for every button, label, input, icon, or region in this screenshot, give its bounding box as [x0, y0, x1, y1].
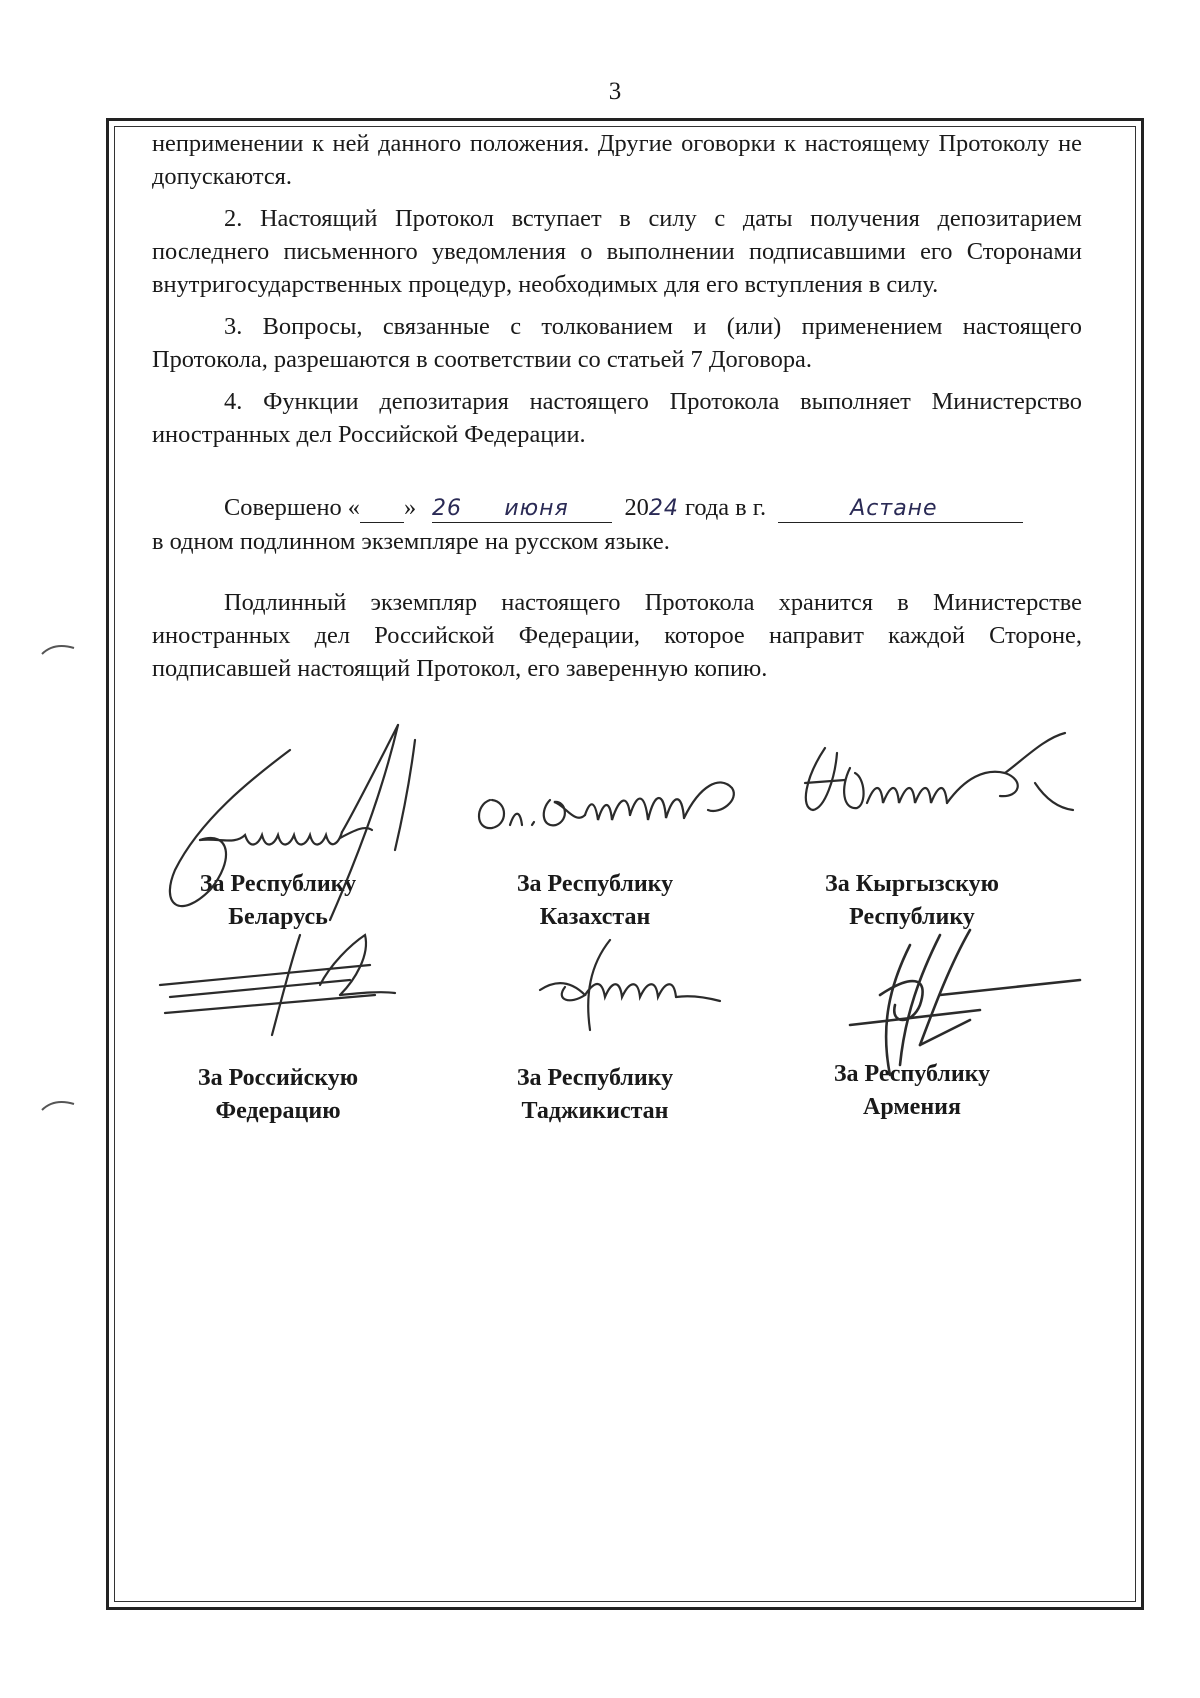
- signatory-tajikistan: [455, 1062, 735, 1128]
- signatory-line2: Федерацию: [215, 1098, 341, 1124]
- scan-mark-icon: [40, 1096, 76, 1114]
- paragraph-continuation: неприменении к ней данного положения. Другие оговорки к настоящему Протоколу не допускаются.: [152, 130, 1082, 190]
- signatory-line1: За Республику: [516, 871, 674, 897]
- signatory-kazakhstan: [455, 868, 735, 934]
- done-prefix: Совершено «: [224, 494, 361, 521]
- signatory-line1: За Республику: [833, 1061, 991, 1087]
- done-quote-close: »: [404, 494, 417, 521]
- paragraph-clause-3: 3. Вопросы, связанные с толкованием и (или) применением настоящего Протокола, разрешаются в соответствии со статьей 7 Договора.: [152, 313, 1082, 373]
- done-suffix-line: в одном подлинном экземпляре на русском языке.: [152, 528, 670, 555]
- signatory-line1: За Республику: [199, 871, 357, 897]
- signatory-line2: Беларусь: [228, 904, 328, 930]
- signatory-line2: Армения: [863, 1094, 961, 1120]
- done-month: июня: [432, 496, 612, 523]
- signatory-line1: За Кыргызскую: [825, 871, 999, 897]
- page-number: 3: [608, 78, 622, 105]
- signatory-line2: Таджикистан: [521, 1098, 669, 1124]
- signatory-kyrgyzstan: [772, 868, 1052, 934]
- done-year-prefix: 20: [624, 494, 649, 521]
- signatory-line2: Казахстан: [539, 904, 651, 930]
- done-day: 26: [360, 496, 404, 523]
- document-body: [152, 127, 1082, 685]
- done-year-suffix: 24: [648, 496, 679, 521]
- done-at-line: [152, 491, 1082, 525]
- paragraph-clause-4: 4. Функции депозитария настоящего Протокола выполняет Министерство иностранных дел Российской Федерации.: [152, 388, 1082, 448]
- signatory-belarus: [138, 868, 418, 934]
- done-city: Астане: [778, 496, 1023, 523]
- signatory-line2: Республику: [849, 904, 975, 930]
- paragraph-clause-2: 2. Настоящий Протокол вступает в силу с даты получения депозитарием последнего письменного уведомления о выполнении подписавшими его Сторонами внутригосударственных процедур, необходимых для его вступления в силу.: [152, 205, 1082, 298]
- scan-mark-icon: [40, 640, 76, 658]
- signatory-line1: За Российскую: [197, 1065, 359, 1091]
- signatory-armenia: [772, 1058, 1052, 1124]
- done-city-prefix: года в г.: [684, 494, 767, 521]
- signatory-line1: За Республику: [516, 1065, 674, 1091]
- paragraph-original-copy: Подлинный экземпляр настоящего Протокола хранится в Министерстве иностранных дел Российской Федерации, которое направит каждой Стороне, подписавшей настоящий Протокол, его заверенную копию.: [152, 589, 1082, 682]
- signatory-russia: [138, 1062, 418, 1128]
